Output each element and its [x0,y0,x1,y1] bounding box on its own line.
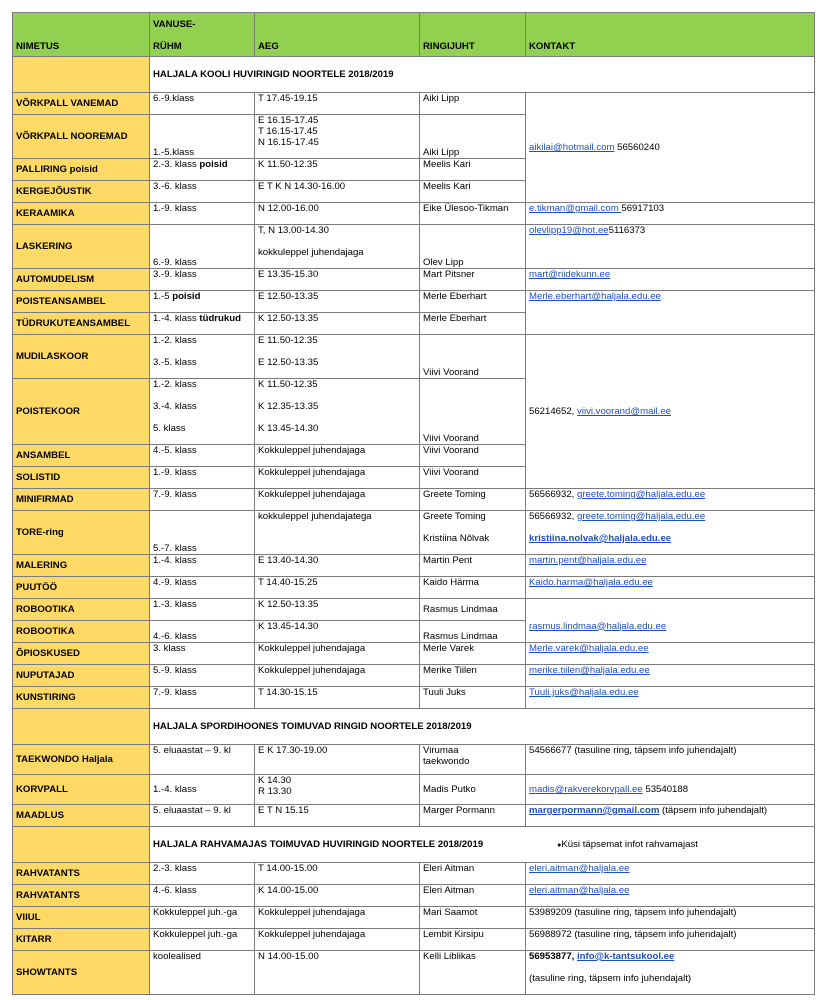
section-pad [13,709,150,745]
activity-name: KERAAMIKA [13,203,150,225]
header-name: NIMETUS [13,13,150,57]
leader: Merle Varek [420,643,526,665]
activity-name: KITARR [13,929,150,951]
age-group: 5.-7. klass [150,511,255,555]
table-row [13,951,815,995]
activity-name: PUUTÖÖ [13,577,150,599]
leader: Madis Putko [420,775,526,805]
email-link[interactable]: mart@riidekunn.ee [529,269,611,280]
schedule-table [12,12,815,995]
phone: 56214652, [529,406,578,417]
email-link[interactable]: merike.tiilen@haljala.edu.ee [529,665,650,676]
activity-name: ANSAMBEL [13,445,150,467]
time: K 14.00-15.00 [255,885,420,907]
table-row [13,489,815,511]
activity-name: POISTEKOOR [13,379,150,445]
contact [526,643,815,665]
activity-name: RAHVATANTS [13,863,150,885]
age-group: 6.-9.klass [150,93,255,115]
activity-name: SOLISTID [13,467,150,489]
leader: Kelli Liblikas [420,951,526,995]
leader: Greete Toming Kristiina Nõlvak [420,511,526,555]
contact [526,511,815,555]
table-row [13,93,815,115]
time: T 17.45-19.15 [255,93,420,115]
table-row [13,929,815,951]
table-row [13,907,815,929]
email-link[interactable]: eleri.aitman@haljala.ee [529,885,630,896]
email-link[interactable]: eleri.aitman@haljala.ee [529,863,630,874]
activity-name: MAADLUS [13,805,150,827]
activity-name: VIIUL [13,907,150,929]
time: K 12.50-13.35 [255,599,420,621]
age-group: 5.-9. klass [150,665,255,687]
contact [526,863,815,885]
age-group: 1.-9. klass [150,467,255,489]
contact-note: (tasuline ring, täpsem info juhendajalt) [529,973,692,984]
contact-note: (täpsem info juhendajalt) [659,805,768,816]
leader: Merle Eberhart [420,313,526,335]
age-group: 5. eluaastat – 9. kl [150,805,255,827]
section-row-sports [13,709,815,745]
activity-name: ROBOOTIKA [13,599,150,621]
age-group: 2.-3. klass poisid [150,159,255,181]
activity-name: LASKERING [13,225,150,269]
contact [526,885,815,907]
contact: 54566677 (tasuline ring, täpsem info juhendajalt) [526,745,815,775]
phone: 53540188 [642,784,689,795]
time: T, N 13.00-14.30 kokkuleppel juhendajaga [255,225,420,269]
leader: Rasmus Lindmaa [420,621,526,643]
contact [526,335,815,489]
leader: Merle Eberhart [420,291,526,313]
email-link[interactable]: madis@rakverekorvpall.ee [529,784,643,795]
age-group: koolealised [150,951,255,995]
age-group: 4.-5. klass [150,445,255,467]
table-row [13,643,815,665]
header-time: AEG [255,13,420,57]
email-link[interactable]: Kaido.harma@haljala.edu.ee [529,577,653,588]
leader: Olev Lipp [420,225,526,269]
table-row [13,577,815,599]
time: Kokkuleppel juhendajaga [255,467,420,489]
contact [526,269,815,291]
activity-name: SHOWTANTS [13,951,150,995]
time: K 13.45-14.30 [255,621,420,643]
age-group: 3.-9. klass [150,269,255,291]
age-group: 3.-6. klass [150,181,255,203]
time: Kokkuleppel juhendajaga [255,489,420,511]
phone: 56953877, [529,951,578,962]
email-link[interactable]: Tuuli.juks@haljala.edu.ee [529,687,639,698]
section-note: ●Küsi täpsemat infot rahvamajast [557,838,698,850]
email-link[interactable]: olevlipp19@hot.ee [529,225,609,236]
time: N 12.00-16.00 [255,203,420,225]
leader: Martin Pent [420,555,526,577]
time: E 13.40-14.30 [255,555,420,577]
email-link[interactable]: margerpormann@gmail.com [529,805,660,816]
bullet-icon: ● [557,841,562,849]
table-row [13,745,815,775]
leader: Eike Ülesoo-Tikman [420,203,526,225]
leader: Viivi Voorand [420,335,526,379]
phone: 5116373 [608,225,646,236]
time: K 11.50-12.35 K 12.35-13.35 K 13.45-14.30 [255,379,420,445]
leader: Lembit Kirsipu [420,929,526,951]
age-group: 6.-9. klass [150,225,255,269]
leader: Meelis Kari [420,181,526,203]
activity-name: PALLIRING poisid [13,159,150,181]
email-link[interactable]: rasmus.lindmaa@haljala.edu.ee [529,620,667,632]
time: T 14.30-15.15 [255,687,420,709]
activity-name: ROBOOTIKA [13,621,150,643]
leader: Eleri Aitman [420,863,526,885]
table-row [13,665,815,687]
activity-name: KERGEJÕUSTIK [13,181,150,203]
time: E 13.35-15.30 [255,269,420,291]
email-link[interactable]: aikilai@hotmail.com [529,142,615,153]
activity-name: MUDILASKOOR [13,335,150,379]
leader: Virumaa taekwondo [420,745,526,775]
phone: 56917103 [621,203,665,214]
email-link[interactable]: greete.toming@haljala.edu.ee [577,489,706,500]
contact [526,489,815,511]
leader: Kaido Härma [420,577,526,599]
table-row [13,775,815,805]
section-pad [13,827,150,863]
leader: Viivi Voorand [420,467,526,489]
age-group: 1.-4. klass tüdrukud [150,313,255,335]
time: Kokkuleppel juhendajaga [255,643,420,665]
table-row [13,863,815,885]
phone: 56560240 [614,142,660,153]
leader: Aiki Lipp [420,115,526,159]
table-row [13,511,815,555]
time: T 14.40-15.25 [255,577,420,599]
age-group: 1.-9. klass [150,203,255,225]
age-group: 1.-2. klass 3.-4. klass 5. klass [150,379,255,445]
time: E T N 15.15 [255,805,420,827]
table-row [13,555,815,577]
email-link[interactable]: viivi.voorand@mail.ee [577,406,672,417]
contact [526,665,815,687]
activity-name: MALERING [13,555,150,577]
activity-name: ÕPIOSKUSED [13,643,150,665]
time: Kokkuleppel juhendajaga [255,665,420,687]
header-leader: RINGIJUHT [420,13,526,57]
leader: Eleri Aitman [420,885,526,907]
time: K 14.30 R 13.30 [255,775,420,805]
section-row-school [13,57,815,93]
time: E K 17.30-19.00 [255,745,420,775]
phone: 56566932, [529,489,578,500]
email-link[interactable]: kristiina.nolvak@haljala.edu.ee [529,533,672,544]
contact [526,225,815,269]
leader: Mari Saamot [420,907,526,929]
time: kokkuleppel juhendajatega [255,511,420,555]
table-row [13,203,815,225]
time: K 11.50-12.35 [255,159,420,181]
contact [526,555,815,577]
activity-name: RAHVATANTS [13,885,150,907]
contact [526,599,815,643]
time: E 16.15-17.45 T 16.15-17.45 N 16.15-17.45 [255,115,420,159]
activity-name: VÕRKPALL VANEMAD [13,93,150,115]
table-row [13,225,815,269]
age-group: 4.-6. klass [150,621,255,643]
age-group: 7.-9. klass [150,489,255,511]
age-group: 4.-6. klass [150,885,255,907]
contact: 53989209 (tasuline ring, täpsem info juhendajalt) [526,907,815,929]
leader: Aiki Lipp [420,93,526,115]
time: T 14.00-15.00 [255,863,420,885]
leader: Tuuli Juks [420,687,526,709]
age-group: 7.-9. klass [150,687,255,709]
section-row-culture [13,827,815,863]
email-link[interactable]: greete.toming@haljala.edu.ee [577,511,706,522]
section-pad [13,57,150,93]
time: Kokkuleppel juhendajaga [255,929,420,951]
age-group: 1.-5.klass [150,115,255,159]
activity-name: TORE-ring [13,511,150,555]
phone: 56566932, [529,511,578,522]
age-group: 3. klass [150,643,255,665]
activity-name: KUNSTIRING [13,687,150,709]
header-age: VANUSE- RÜHM [150,13,255,57]
time: Kokkuleppel juhendajaga [255,907,420,929]
header-contact: KONTAKT [526,13,815,57]
table-row [13,885,815,907]
age-group: 1.-4. klass [150,555,255,577]
activity-name: TÜDRUKUTEANSAMBEL [13,313,150,335]
contact [526,687,815,709]
contact [526,951,815,995]
contact [526,775,815,805]
time: E 11.50-12.35 E 12.50-13.35 [255,335,420,379]
email-link[interactable]: Merle.varek@haljala.edu.ee [529,643,649,654]
section-title-culture: HALJALA RAHVAMAJAS TOIMUVAD HUVIRINGID NOORTELE 2018/2019 ●Küsi täpsemat infot rahvamajast [150,827,815,863]
age-group: 1.-4. klass [150,775,255,805]
age-group: 1.-2. klass 3.-5. klass [150,335,255,379]
leader: Merike Tiilen [420,665,526,687]
activity-name: POISTEANSAMBEL [13,291,150,313]
leader: Rasmus Lindmaa [420,599,526,621]
activity-name: NUPUTAJAD [13,665,150,687]
table-row [13,291,815,313]
age-group: Kokkuleppel juh.-ga [150,929,255,951]
table-row [13,599,815,621]
leader: Meelis Kari [420,159,526,181]
email-link[interactable]: martin.pent@haljala.edu.ee [529,555,647,566]
header-row [13,13,815,57]
activity-name: TAEKWONDO Haljala [13,745,150,775]
leader: Greete Toming [420,489,526,511]
time: E 12.50-13.35 [255,291,420,313]
activity-name: AUTOMUDELISM [13,269,150,291]
age-group: 1.-3. klass [150,599,255,621]
leader: Marger Pormann [420,805,526,827]
contact [526,805,815,827]
table-row [13,335,815,379]
age-group: 1.-5 poisid [150,291,255,313]
table-row [13,269,815,291]
email-link[interactable]: e.tikman@gmail.com [529,203,622,214]
leader: Mart Pitsner [420,269,526,291]
email-link[interactable]: Merle.eberhart@haljala.edu.ee [529,291,661,302]
time: N 14.00-15.00 [255,951,420,995]
contact [526,291,815,335]
contact: 56988972 (tasuline ring, täpsem info juhendajalt) [526,929,815,951]
leader: Viivi Voorand [420,445,526,467]
table-row [13,805,815,827]
time: E T K N 14.30-16.00 [255,181,420,203]
email-link[interactable]: info@k-tantsukool.ee [577,951,675,962]
time: K 12.50-13.35 [255,313,420,335]
age-group: 2.-3. klass [150,863,255,885]
table-row [13,687,815,709]
contact [526,203,815,225]
age-group: Kokkuleppel juh.-ga [150,907,255,929]
activity-name: MINIFIRMAD [13,489,150,511]
age-group: 5. eluaastat – 9. kl [150,745,255,775]
activity-name: KORVPALL [13,775,150,805]
section-title-school: HALJALA KOOLI HUVIRINGID NOORTELE 2018/2019 [150,57,815,93]
contact [526,93,815,203]
age-group: 4.-9. klass [150,577,255,599]
time: Kokkuleppel juhendajaga [255,445,420,467]
section-title-sports: HALJALA SPORDIHOONES TOIMUVAD RINGID NOORTELE 2018/2019 [150,709,815,745]
leader: Viivi Voorand [420,379,526,445]
activity-name: VÕRKPALL NOOREMAD [13,115,150,159]
contact [526,577,815,599]
